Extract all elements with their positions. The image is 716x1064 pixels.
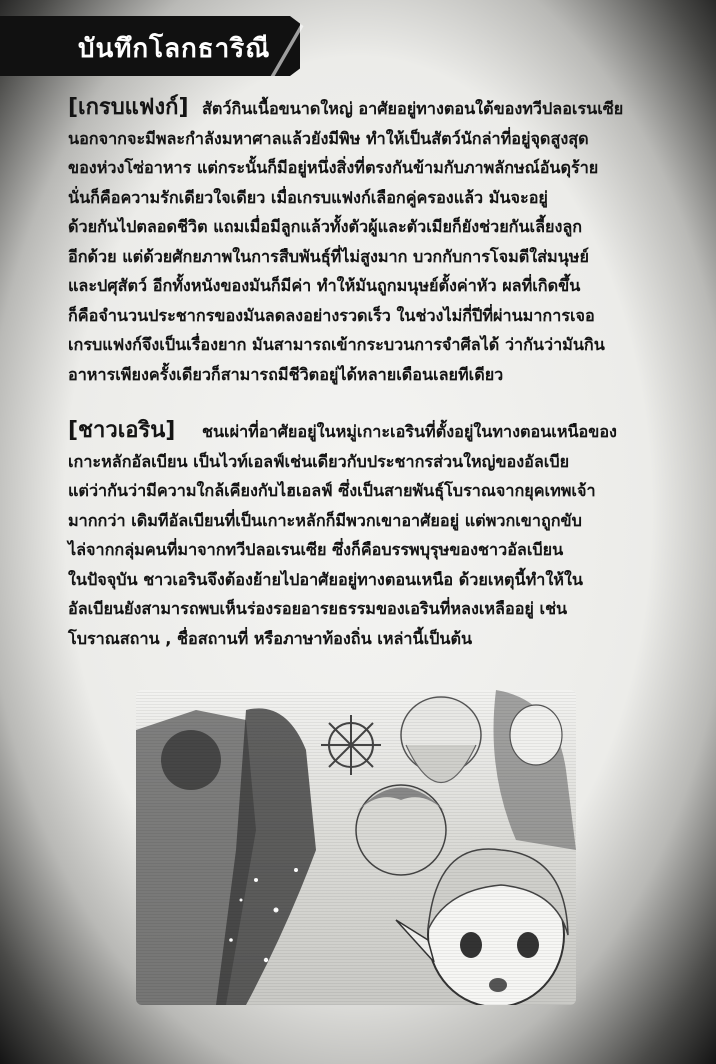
- section-erin: [68, 416, 692, 653]
- page-title: บันทึกโลกธาริณี: [78, 34, 271, 64]
- text-line: ในปัจจุบัน ชาวเอรินจึงต้องย้ายไปอาศัยอยู่ทางตอนเหนือ ด้วยเหตุนี้ทำให้ใน: [68, 569, 583, 589]
- text-line: ไล่จากกลุ่มคนที่มาจากทวีปลอเรนเซีย ซึ่งก็คือบรรพบุรุษของชาวอัลเบียน: [68, 540, 564, 559]
- text-line: และปศุสัตว์ อีกทั้งหนังของมันก็มีค่า ทำให้มันถูกมนุษย์ตั้งค่าหัว ผลที่เกิดขึ้น: [68, 276, 581, 295]
- text-line: ของห่วงโซ่อาหาร แต่กระนั้นก็มีอยู่หนึ่งสิ่งที่ตรงกันข้ามกับภาพลักษณ์อันดุร้าย: [68, 158, 599, 177]
- text-line: นั่นก็คือความรักเดียวใจเดียว เมื่อเกรบแฟงก์เลือกคู่ครองแล้ว มันจะอยู่: [68, 187, 548, 207]
- text-line: มากกว่า เดิมทีอัลเบียนที่เป็นเกาะหลักก็มีพวกเขาอาศัยอยู่ แต่พวกเขาถูกขับ: [68, 510, 582, 530]
- character-illustration: [136, 690, 576, 1005]
- text-line: [ชาวเอริน] ชนเผ่าที่อาศัยอยู่ในหมู่เกาะเอรินที่ตั้งอยู่ในทางตอนเหนือของ: [68, 416, 692, 447]
- section-grabfang: [68, 93, 692, 389]
- text-line: เกาะหลักอัลเบียน เป็นไวท์เอลฟ์เช่นเดียวกับประชากรส่วนใหญ่ของอัลเบีย: [68, 451, 570, 471]
- text-line: เกรบแฟงก์จึงเป็นเรื่องยาก มันสามารถเข้ากระบวนการจำศีลได้ ว่ากันว่ามันกิน: [68, 335, 605, 354]
- text-line: นอกจากจะมีพละกำลังมหาศาลแล้วยังมีพิษ ทำให้เป็นสัตว์นักล่าที่อยู่จุดสูงสุด: [68, 128, 589, 148]
- text-line: อาหารเพียงครั้งเดียวก็สามารถมีชีวิตอยู่ได้หลายเดือนเลยทีเดียว: [68, 364, 504, 384]
- text-line: ด้วยกันไปตลอดชีวิต แถมเมื่อมีลูกแล้วทั้งตัวผู้และตัวเมียก็ยังช่วยกันเลี้ยงลูก: [68, 217, 583, 236]
- text-line: อีกด้วย แต่ด้วยศักยภาพในการสืบพันธุ์ที่ไม่สูงมาก บวกกับการโจมตีใส่มนุษย์: [68, 246, 589, 266]
- section-heading: [เกรบแฟงก์]: [68, 95, 189, 120]
- text-line: โบราณสถาน , ชื่อสถานที่ หรือภาษาท้องถิ่น เหล่านี้เป็นต้น: [68, 628, 473, 648]
- text-line: ก็คือจำนวนประชากรของมันลดลงอย่างรวดเร็ว ในช่วงไม่กี่ปีที่ผ่านมาการเจอ: [68, 305, 595, 325]
- text-line: แต่ว่ากันว่ามีความใกล้เคียงกับไฮเอลฟ์ ซึ่งเป็นสายพันธุ์โบราณจากยุคเทพเจ้า: [68, 481, 596, 500]
- text-line: [เกรบแฟงก์] สัตว์กินเนื้อขนาดใหญ่ อาศัยอยู่ทางตอนใต้ของทวีปลอเรนเซีย: [68, 93, 692, 124]
- screentone-texture: [136, 690, 576, 1005]
- section-heading: [ชาวเอริน]: [68, 418, 176, 443]
- text-line: อัลเบียนยังสามารถพบเห็นร่องรอยอารยธรรมของเอรินที่หลงเหลืออยู่ เช่น: [68, 599, 568, 618]
